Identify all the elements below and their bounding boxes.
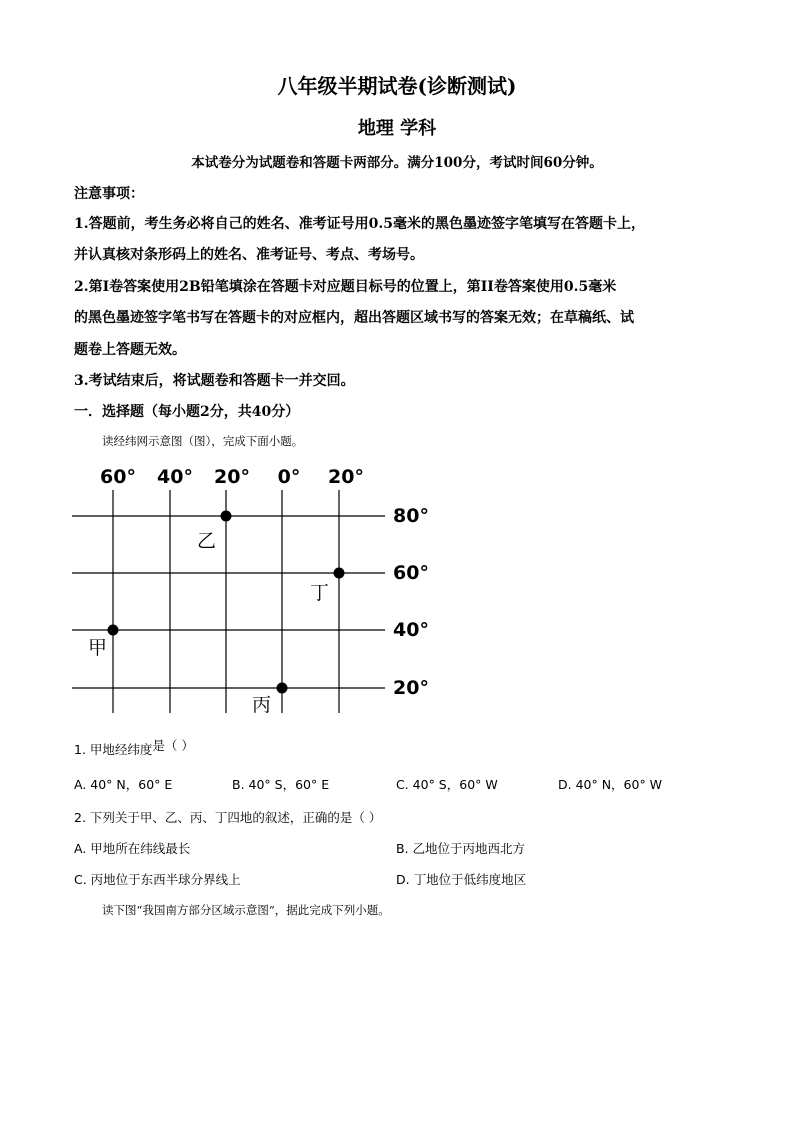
- next-instruction: 读下图“我国南方部分区域示意图”，据此完成下列小题。: [102, 903, 390, 917]
- question-2-stem: 2. 下列关于甲、乙、丙、丁四地的叙述，正确的是（ ）: [74, 810, 382, 825]
- point-jia-marker: [108, 625, 119, 636]
- graticule-diagram: [60, 455, 440, 720]
- subject-title: 地理 学科: [357, 118, 437, 139]
- point-bing-marker: [277, 683, 288, 694]
- question-2-option-a[interactable]: A. 甲地所在纬线最长: [74, 841, 191, 856]
- note-line: 并认真核对条形码上的姓名、准考证号、考点、考场号。: [74, 247, 424, 263]
- question-2-option-c[interactable]: C. 丙地位于东西半球分界线上: [74, 872, 241, 887]
- question-2-option-d[interactable]: D. 丁地位于低纬度地区: [396, 872, 527, 887]
- note-line: 3.考试结束后，将试题卷和答题卡一并交回。: [74, 373, 355, 389]
- latitude-label: 40°: [393, 619, 429, 641]
- longitude-label: 20°: [214, 466, 250, 488]
- latitude-label: 20°: [393, 677, 429, 699]
- question-1-option-a[interactable]: A. 40° N，60° E: [74, 777, 173, 792]
- note-line: 1.答题前，考生务必将自己的姓名、准考证号用0.5毫米的黑色墨迹签字笔填写在答题卡上，: [74, 216, 645, 232]
- latitude-label: 60°: [393, 562, 429, 584]
- latitude-label: 80°: [393, 505, 429, 527]
- question-1-option-d[interactable]: D. 40° N，60° W: [558, 777, 663, 792]
- longitude-label: 0°: [277, 466, 301, 488]
- question-1-option-b[interactable]: B. 40° S，60° E: [232, 777, 330, 792]
- page-title: 八年级半期试卷(诊断测试): [277, 74, 517, 98]
- section-heading: 一．选择题（每小题2分，共40分）: [74, 404, 300, 420]
- point-ding-label: 丁: [310, 582, 330, 604]
- question-2-option-b[interactable]: B. 乙地位于丙地西北方: [396, 841, 526, 856]
- point-yi-label: 乙: [197, 530, 217, 552]
- exam-intro: 本试卷分为试题卷和答题卡两部分。满分100分，考试时间60分钟。: [191, 155, 603, 171]
- notes-heading: 注意事项：: [74, 186, 144, 202]
- point-ding-marker: [334, 568, 345, 579]
- note-line: 2.第Ⅰ卷答案使用2B铅笔填涂在答题卡对应题目标号的位置上，第II卷答案使用0.5毫米: [74, 279, 617, 295]
- question-1-option-c[interactable]: C. 40° S，60° W: [396, 777, 498, 792]
- longitude-label: 20°: [328, 466, 364, 488]
- longitude-label: 40°: [157, 466, 193, 488]
- question-stem-text: 1. 甲地经纬度: [74, 742, 153, 757]
- question-stem-tail: 是（ ）: [152, 738, 194, 753]
- point-yi-marker: [221, 511, 232, 522]
- note-line: 题卷上答题无效。: [74, 342, 186, 358]
- section-instruction: 读经纬网示意图（图），完成下面小题。: [102, 434, 304, 448]
- point-bing-label: 丙: [252, 694, 272, 716]
- question-1-stem: [74, 740, 194, 758]
- point-jia-label: 甲: [88, 637, 108, 659]
- longitude-label: 60°: [100, 466, 136, 488]
- note-line: 的黑色墨迹签字笔书写在答题卡的对应框内，超出答题区域书写的答案无效；在草稿纸、试: [74, 310, 634, 326]
